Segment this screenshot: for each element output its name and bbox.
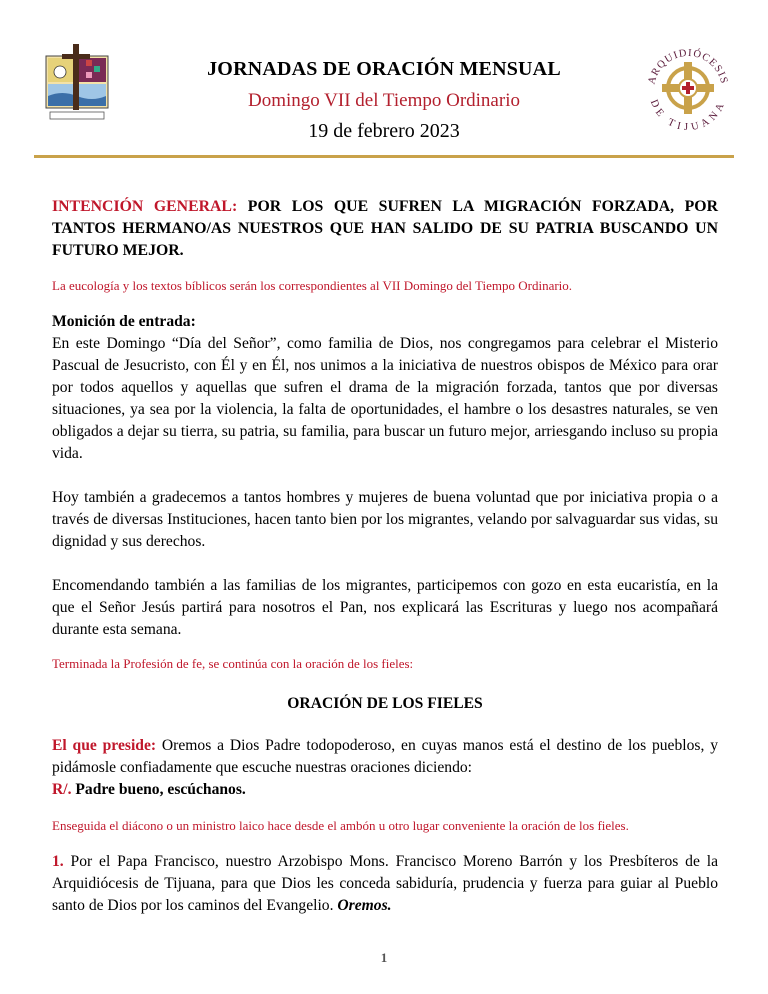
peticion-1: [52, 851, 718, 917]
header-divider: [34, 155, 734, 158]
svg-text:DE TIJUANA: DE TIJUANA: [647, 98, 729, 134]
monicion-paragraph-2: Hoy también a gradecemos a tantos hombres y mujeres de buena voluntad que por iniciativa propia o a través de diversas Instituciones, hacen tanto bien por los migrantes, velando por salvaguardar sus vidas, su dignidad y sus derechos.: [52, 489, 718, 550]
archdiocese-seal-icon: [640, 40, 736, 136]
oracion-heading: ORACIÓN DE LOS FIELES: [287, 695, 483, 712]
peticion-closing: Oremos.: [337, 897, 392, 914]
response-label: R/.: [52, 781, 72, 798]
preside-label: El que preside:: [52, 737, 157, 754]
response-text: Padre bueno, escúchanos.: [75, 781, 246, 798]
peticion-text: Por el Papa Francisco, nuestro Arzobispo Mons. Francisco Moreno Barrón y los Presbíteros de la Arquidiócesis de Tijuana, para que Dios les conceda sabiduría, prudencia y fuerza para guiar al Pueblo santo de Dios por los caminos del Evangelio.: [52, 853, 718, 914]
svg-text:ARQUIDIÓCESIS: ARQUIDIÓCESIS: [646, 47, 730, 86]
rubric-note-profesion: Terminada la Profesión de fe, se continúa con la oración de los fieles:: [52, 656, 414, 671]
document-subtitle: Domingo VII del Tiempo Ordinario: [248, 90, 520, 111]
intencion-label: INTENCIÓN GENERAL:: [52, 198, 238, 215]
preside-text: Oremos a Dios Padre todopoderoso, en cuyas manos está el destino de los pueblos, y pidámosle confiadamente que escuche nuestras oraciones diciendo:: [52, 737, 718, 776]
page-header: [0, 0, 768, 160]
monicion-paragraph-3: Encomendando también a las familias de los migrantes, participemos con gozo en esta eucaristía, en la que el Señor Jesús partirá para nosotros el Pan, nos explicará las Escrituras y luego nos acompañará durante esta semana.: [52, 577, 718, 638]
rubric-note-diacono: Enseguida el diácono o un ministro laico hace desde el ambón u otro lugar conveniente la oración de los fieles.: [52, 818, 629, 833]
monicion-heading: Monición de entrada:: [52, 313, 196, 330]
preside-paragraph: [52, 735, 718, 779]
response-line: [52, 779, 718, 801]
document-title: JORNADAS DE ORACIÓN MENSUAL: [207, 58, 561, 80]
rubric-note-eucologia: La eucología y los textos bíblicos serán los correspondientes al VII Domingo del Tiempo Ordinario.: [52, 278, 573, 293]
monicion-paragraph-1: En este Domingo “Día del Señor”, como familia de Dios, nos congregamos para celebrar el Misterio Pascual de Jesucristo, con Él y en Él, nos unimos a la iniciativa de nuestros obispos de México para orar por todos aquellos y aquellas que sufren el drama de la migración forzada, tantos que por diversas situaciones, ya sea por la violencia, la falta de oportunidades, el hambre o los desastres naturales, se ven obligados a dejar su tierra, su patria, su familia, para buscar un futuro mejor, arriesgando incluso su propia vida.: [52, 335, 718, 462]
intencion-text: POR LOS QUE SUFREN LA MIGRACIÓN FORZADA, POR TANTOS HERMANO/AS NUESTROS QUE HAN SALIDO DE SU PATRIA BUSCANDO UN FUTURO MEJOR.: [52, 198, 718, 259]
intencion-general: [52, 196, 718, 262]
document-body: [52, 196, 718, 917]
document-date: 19 de febrero 2023: [308, 120, 460, 142]
page-number: 1: [380, 950, 388, 965]
peticion-number: 1.: [52, 853, 64, 870]
